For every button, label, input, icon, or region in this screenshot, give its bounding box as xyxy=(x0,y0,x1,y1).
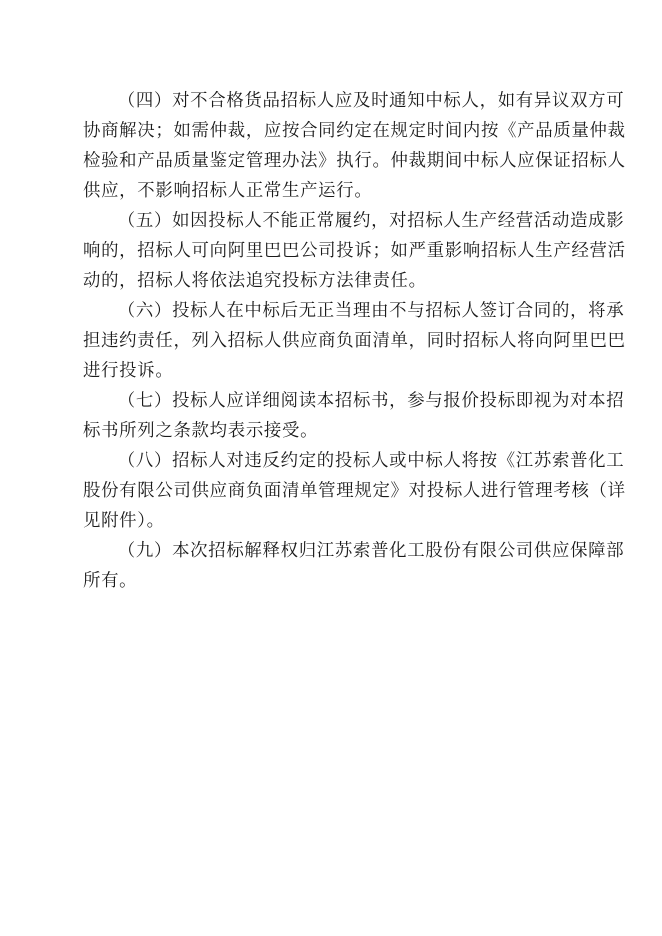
clause-8 xyxy=(83,446,626,536)
clause-4 xyxy=(83,86,626,206)
clause-8-line-1: （八）招标人对违反约定的投标人或中标人将按《江苏索普化工 xyxy=(117,451,625,471)
clause-5 xyxy=(83,206,626,296)
clause-6-line-3: 进行投诉。 xyxy=(83,361,174,381)
clause-8-line-2: 股份有限公司供应商负面清单管理规定》对投标人进行管理考核（详 xyxy=(83,481,626,501)
clause-9-line-2: 所有。 xyxy=(83,571,138,591)
clause-5-line-3: 动的，招标人将依法追究投标方法律责任。 xyxy=(83,271,427,291)
clause-4-line-1: （四）对不合格货品招标人应及时通知中标人，如有异议双方可 xyxy=(117,91,625,111)
clause-9-line-1: （九）本次招标解释权归江苏索普化工股份有限公司供应保障部 xyxy=(117,541,625,561)
clause-7-line-2: 标书所列之条款均表示接受。 xyxy=(83,421,319,441)
clause-7 xyxy=(83,386,625,446)
clause-6-line-1: （六）投标人在中标后无正当理由不与招标人签订合同的，将承 xyxy=(117,301,625,321)
clause-7-line-1: （七）投标人应详细阅读本招标书，参与报价投标即视为对本招 xyxy=(117,391,625,411)
clause-4-line-2: 协商解决；如需仲裁，应按合同约定在规定时间内按《产品质量仲裁 xyxy=(83,121,626,141)
clause-5-line-1: （五）如因投标人不能正常履约，对招标人生产经营活动造成影 xyxy=(117,211,625,231)
clause-6 xyxy=(83,296,626,386)
clause-6-line-2: 担违约责任，列入招标人供应商负面清单，同时招标人将向阿里巴巴 xyxy=(83,331,626,351)
clause-9 xyxy=(83,536,625,596)
clause-4-line-3: 检验和产品质量鉴定管理办法》执行。仲裁期间中标人应保证招标人 xyxy=(83,151,626,171)
clause-8-line-3: 见附件）。 xyxy=(83,511,165,531)
document-body xyxy=(83,86,626,596)
clause-4-line-4: 供应，不影响招标人正常生产运行。 xyxy=(83,181,373,201)
clause-5-line-2: 响的，招标人可向阿里巴巴公司投诉；如严重影响招标人生产经营活 xyxy=(83,241,626,261)
